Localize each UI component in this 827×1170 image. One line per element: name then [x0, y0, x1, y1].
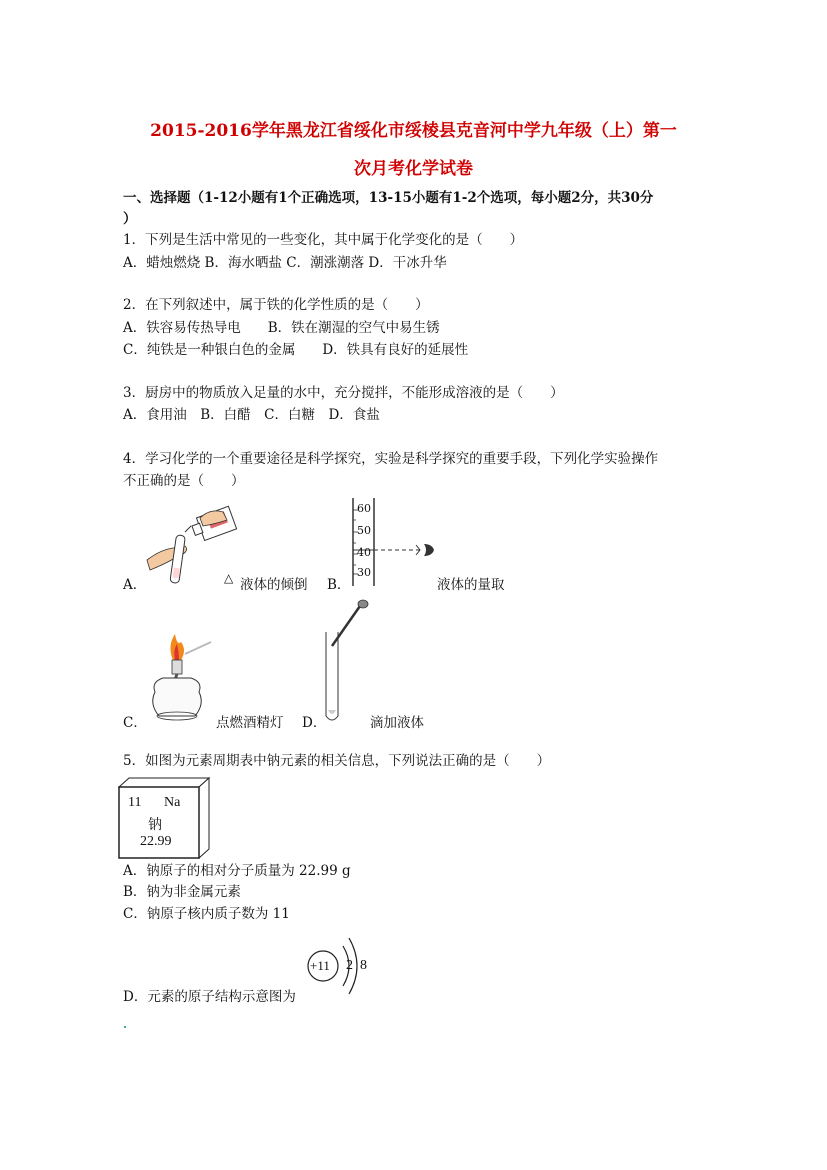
question-4-option-b-letter: B． [327, 577, 351, 593]
dropper-test-tube-illustration [322, 600, 372, 728]
atom-shell-2: 8 [360, 958, 367, 973]
question-1-options: A．蜡烛燃烧 B．海水晒盐 C．潮涨潮落 D．干冰升华 [123, 255, 447, 271]
atom-nucleus-charge: +11 [310, 958, 330, 973]
question-5-stem: 5．如图为元素周期表中钠元素的相关信息，下列说法正确的是（ ） [123, 753, 551, 769]
element-atomic-number: 11 [128, 795, 142, 810]
page-mark [124, 1026, 126, 1028]
question-5-option-b: B．钠为非金属元素 [123, 884, 241, 900]
question-5-option-a: A．钠原子的相对分子质量为 22.99 g [123, 863, 351, 879]
element-atomic-mass: 22.99 [140, 834, 172, 849]
question-4-option-d-letter: D． [302, 715, 327, 731]
question-3-options: A．食用油 B．白醋 C．白糖 D．食盐 [123, 407, 380, 423]
page-title-line2: 次月考化学试卷 [354, 159, 473, 179]
cylinder-tick-40: 40 [357, 546, 371, 559]
alcohol-lamp-illustration [145, 632, 215, 724]
question-2-options-cd: C．纯铁是一种银白色的金属 D．铁具有良好的延展性 [123, 342, 469, 358]
atom-shell-1: 2 [346, 958, 353, 973]
element-symbol: Na [164, 795, 181, 810]
question-2-options-ab: A．铁容易传热导电 B．铁在潮湿的空气中易生锈 [123, 320, 440, 336]
question-4-option-c-caption: 点燃酒精灯 [216, 715, 284, 731]
question-4-option-d-caption: 滴加液体 [370, 715, 424, 731]
section-heading-cont: ） [123, 211, 137, 227]
cylinder-tick-30: 30 [357, 566, 371, 579]
question-4-option-b-caption: 液体的量取 [437, 577, 505, 593]
stopper-icon: △ [224, 571, 234, 585]
question-1-stem: 1．下列是生活中常见的一些变化，其中属于化学变化的是（ ） [123, 232, 524, 248]
question-2-stem: 2．在下列叙述中，属于铁的化学性质的是（ ） [123, 297, 429, 313]
question-4-stem-1: 4．学习化学的一个重要途径是科学探究，实验是科学探究的重要手段，下列化学实验操作 [123, 451, 659, 467]
section-heading: 一、选择题（1-12小题有1个正确选项，13-15小题有1-2个选项，每小题2分，共30分 [123, 190, 654, 206]
cylinder-tick-50: 50 [357, 524, 371, 537]
element-name: 钠 [148, 818, 162, 833]
cylinder-tick-60: 60 [357, 502, 371, 515]
page-title-line1: 2015-2016学年黑龙江省绥化市绥棱县克音河中学九年级（上）第一 [150, 121, 677, 141]
question-4-option-a-caption: 液体的倾倒 [240, 577, 308, 593]
question-3-stem: 3．厨房中的物质放入足量的水中，充分搅拌，不能形成溶液的是（ ） [123, 385, 564, 401]
question-4-option-c-letter: C． [123, 715, 147, 731]
question-4-stem-2: 不正确的是（ ） [123, 473, 245, 489]
question-4-option-a-letter: A． [123, 577, 147, 593]
question-5-option-c: C．钠原子核内质子数为 11 [123, 906, 290, 922]
question-5-option-d: D．元素的原子结构示意图为 [123, 989, 296, 1005]
